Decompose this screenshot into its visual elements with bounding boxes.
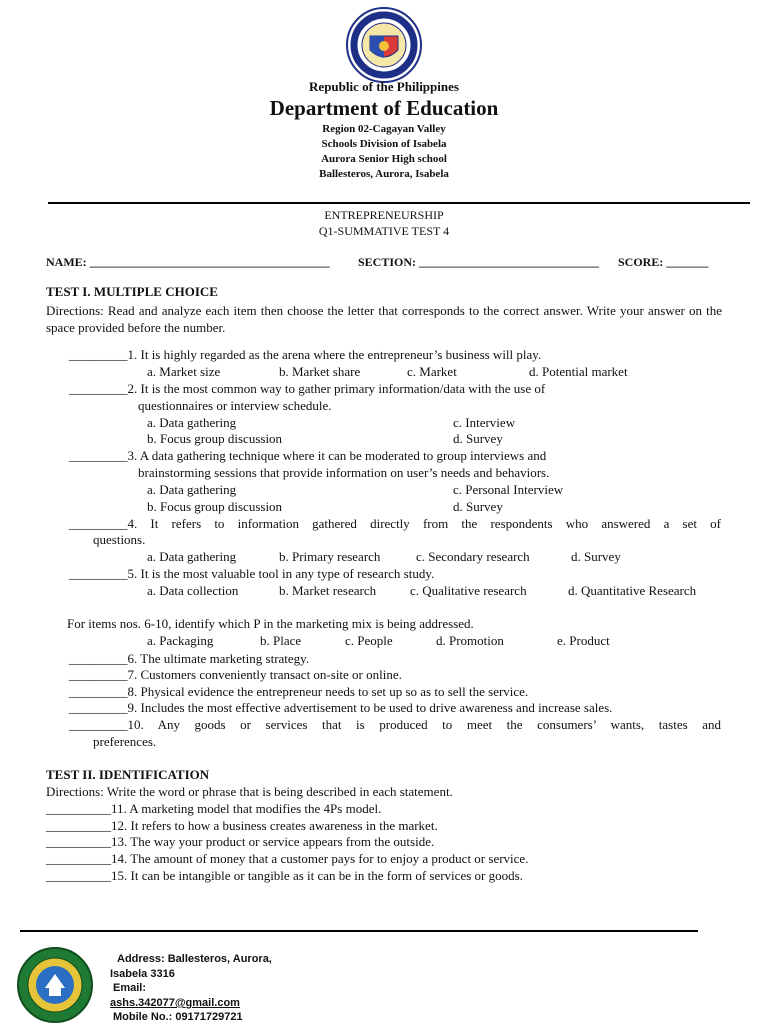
test-title: Q1-SUMMATIVE TEST 4 xyxy=(318,224,450,238)
subject-title: ENTREPRENEURSHIP xyxy=(324,208,444,222)
q3-option-d: d. Survey xyxy=(453,499,503,514)
region-text: Region 02-Cagayan Valley xyxy=(322,123,446,135)
q4-option-c: c. Secondary research xyxy=(416,549,530,564)
q2-option-b: b. Focus group discussion xyxy=(147,431,283,446)
header-divider xyxy=(48,202,750,204)
q2-option-d: d. Survey xyxy=(453,431,503,446)
name-field[interactable]: NAME: ________________________________________ xyxy=(46,255,330,269)
footer-mobile: Mobile No.: 09171729721 xyxy=(113,1011,243,1023)
school-text: Aurora Senior High school xyxy=(321,153,447,165)
mix-option-a: a. Packaging xyxy=(147,633,214,648)
division-text: Schools Division of Isabela xyxy=(321,138,447,150)
school-logo xyxy=(16,946,94,1024)
footer-email-label: Email: xyxy=(113,982,147,994)
q8-text: _________8. Physical evidence the entrepreneur needs to set up so as to sell the service. xyxy=(69,684,529,699)
department-title: Department of Education xyxy=(269,96,499,120)
marketing-mix-instruction: For items nos. 6-10, identify which P in the marketing mix is being addressed. xyxy=(67,616,474,631)
section-field[interactable]: SECTION: ______________________________ xyxy=(358,255,600,269)
q15-text: __________15. It can be intangible or tangible as it can be in the form of services or goods. xyxy=(46,868,523,883)
test2-directions: Directions: Write the word or phrase that is being described in each statement. xyxy=(46,784,453,799)
q5-text: _________5. It is the most valuable tool in any type of research study. xyxy=(69,566,435,581)
q1-option-c: c. Market xyxy=(407,364,457,379)
location-text: Ballesteros, Aurora, Isabela xyxy=(319,168,449,180)
q9-text: _________9. Includes the most effective advertisement to be used to drive awareness and increase sales. xyxy=(69,700,613,715)
q3-line1: _________3. A data gathering technique where it can be moderated to group interviews and xyxy=(69,448,547,463)
test1-heading: TEST I. MULTIPLE CHOICE xyxy=(46,284,218,299)
q14-text: __________14. The amount of money that a customer pays for to enjoy a product or service. xyxy=(46,851,529,866)
mix-option-b: b. Place xyxy=(260,633,302,648)
footer-address: Address: Ballesteros, Aurora, xyxy=(117,953,272,965)
q5-option-c: c. Qualitative research xyxy=(410,583,527,598)
test1-directions: Directions: Read and analyze each item then choose the letter that corresponds to the correct answer. Write your answer on the space provided before the number. xyxy=(46,303,722,335)
score-field[interactable]: SCORE: _______ xyxy=(618,255,709,269)
q1-option-d: d. Potential market xyxy=(529,364,628,379)
q3-option-a: a. Data gathering xyxy=(147,482,237,497)
q2-option-a: a. Data gathering xyxy=(147,415,237,430)
mix-option-e: e. Product xyxy=(557,633,610,648)
q3-line2: brainstorming sessions that provide information on user’s needs and behaviors. xyxy=(138,465,550,480)
q4-option-a: a. Data gathering xyxy=(147,549,237,564)
q2-line2: questionnaires or interview schedule. xyxy=(138,398,332,413)
q4-line2: questions. xyxy=(93,532,146,547)
q5-option-b: b. Market research xyxy=(279,583,377,598)
q1-option-b: b. Market share xyxy=(279,364,361,379)
mix-option-c: c. People xyxy=(345,633,393,648)
q3-option-c: c. Personal Interview xyxy=(453,482,564,497)
q10-line2: preferences. xyxy=(93,734,157,749)
footer-address-line2: Isabela 3316 xyxy=(110,968,175,980)
q10-line1: _________10. Any goods or services that is produced to meet the consumers’ wants, tastes and xyxy=(69,717,721,732)
q6-text: _________6. The ultimate marketing strategy. xyxy=(69,651,310,666)
footer-divider xyxy=(20,930,698,932)
q1-option-a: a. Market size xyxy=(147,364,221,379)
q3-option-b: b. Focus group discussion xyxy=(147,499,283,514)
republic-text: Republic of the Philippines xyxy=(309,79,459,94)
mix-option-d: d. Promotion xyxy=(436,633,504,648)
q11-text: __________11. A marketing model that modifies the 4Ps model. xyxy=(46,801,382,816)
q4-option-b: b. Primary research xyxy=(279,549,381,564)
q2-line1: _________2. It is the most common way to gather primary information/data with the use of xyxy=(69,381,546,396)
test2-heading: TEST II. IDENTIFICATION xyxy=(46,767,210,782)
q13-text: __________13. The way your product or service appears from the outside. xyxy=(46,834,435,849)
q5-option-d: d. Quantitative Research xyxy=(568,583,697,598)
q4-option-d: d. Survey xyxy=(571,549,621,564)
q12-text: __________12. It refers to how a business creates awareness in the market. xyxy=(46,818,438,833)
q5-option-a: a. Data collection xyxy=(147,583,239,598)
footer-email-link[interactable]: ashs.342077@gmail.com xyxy=(110,997,240,1009)
q4-line1: _________4. It refers to information gathered directly from the respondents who answered a set of xyxy=(69,516,721,531)
q1-text: _________1. It is highly regarded as the arena where the entrepreneur’s business will play. xyxy=(69,347,542,362)
deped-seal xyxy=(345,6,423,84)
q2-option-c: c. Interview xyxy=(453,415,516,430)
q7-text: _________7. Customers conveniently transact on-site or online. xyxy=(69,667,402,682)
